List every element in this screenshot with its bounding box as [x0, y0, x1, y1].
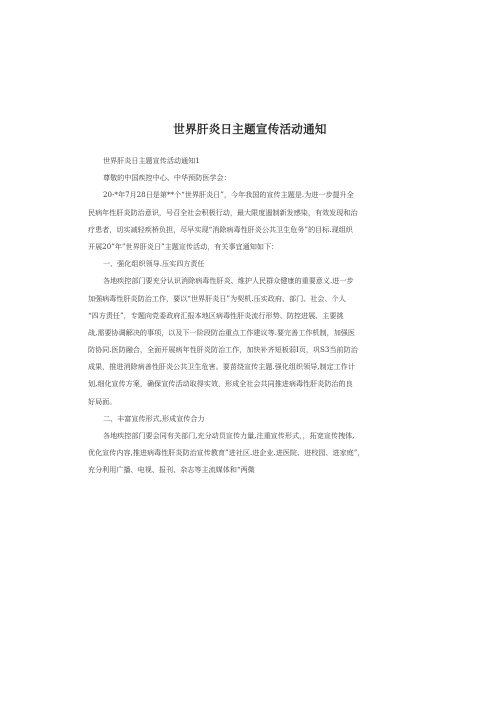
document-body [88, 152, 420, 479]
body-line: 战,需要协调解决的事项，以及下一阶段防治重点工作建议等.要完善工作机制，加强医 [88, 327, 355, 337]
body-line: 好局面。 [88, 396, 117, 406]
body-line: 开展20”年”世界肝炎日”主题宣传活动，有关事宜通知如下： [88, 241, 279, 251]
body-line: 防协同.医防融合，全面开展病年性肝炎防治工作，加快补齐短板弱I页，巩S3当前防治 [88, 345, 358, 355]
body-line: 一、强化组织领导.压实四方责任 [103, 259, 205, 269]
body-line: 各地疾控部门要会同有关部门,充分动员宣传力量,注重宣传形式，，拓宽宣传拽体, [103, 431, 355, 440]
body-line: 尊敬的中国疾控中心、中华预防医学会： [103, 173, 231, 183]
body-line: 加强病毒性肝炎防治工作，要以“世界肝炎日”为契机.压实政府、部门、社会、个人 [88, 293, 346, 303]
body-line: 成果，推进消除病善性肝炎公共卫生危害。要苗绕宣传主题.强化组织领导,制定工作计 [88, 362, 355, 372]
body-line: 世界肝炎日主题宣传活动通知1 [103, 156, 200, 165]
body-line: “四方责任”，专题向党委政府汇报本地区病毒性肝炎流行形势、防控进展、主要挑 [88, 310, 344, 320]
body-line: 划,细化宣传方案，确保宣传活动取得实效，形成全社会共同推进病毒性肝炎防治的良 [88, 379, 353, 389]
body-line: 疗患者，切实减轻疾桥负担，尽早实现“消除病毒性肝炎公共卫生危务”的目标.现组织 [88, 224, 353, 234]
body-line: 二、丰富宣传形式,形成宣传合力 [103, 413, 205, 423]
body-line: 20-*年7月28日是第**个“世界肝炎日”，今年我国的宣传主题是.为进一步提升全 [103, 190, 354, 200]
document-title: 世界肝炎日主题宣传活动通知 [173, 122, 327, 136]
body-line: 充分利用广播、电视、报刊、杂志等主流媒体和“两微 [88, 465, 255, 475]
body-line: 民病年性肝炎防治意识，号召全社会积极行动，最大限度遏制新发感染，有效发现和治 [88, 207, 358, 217]
body-line: 各地疾控部门要充分认识消除病毒性肝炎、维护人民群众健康的重要意义.进一步 [103, 276, 354, 286]
body-line: 优化宣传内容,推进病毒性肝炎防治宣传教育”进社区.进企业.进医院、进校园、进家庭”， [88, 448, 365, 458]
